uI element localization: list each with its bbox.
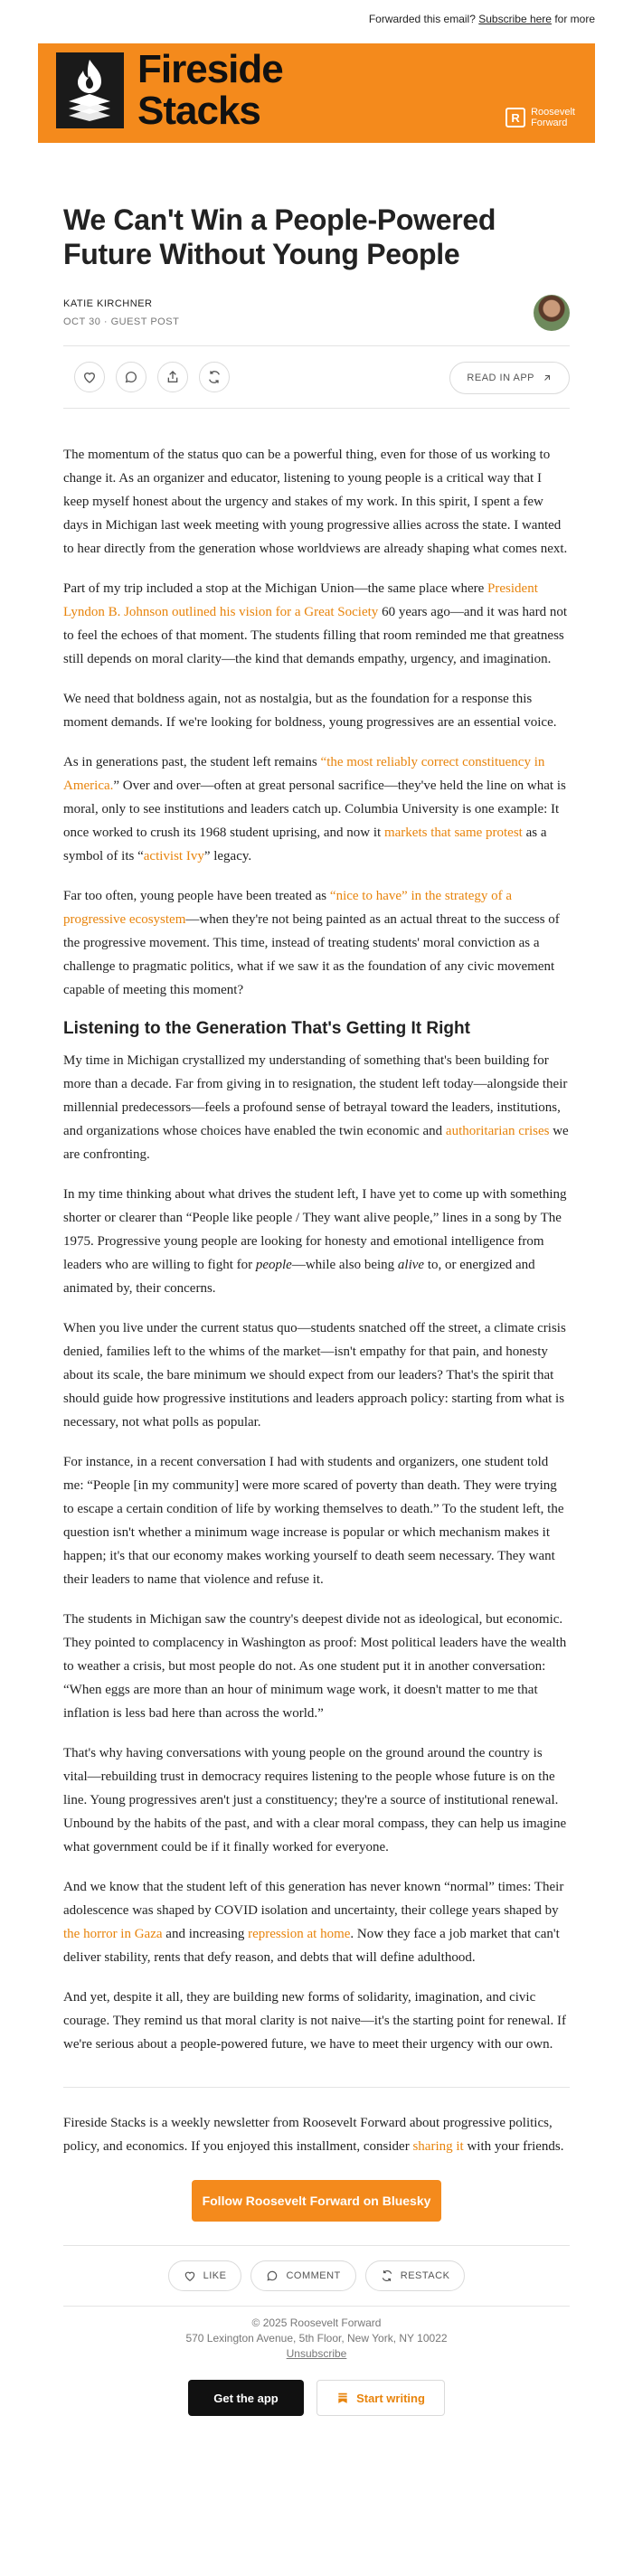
post-actions-bar <box>63 345 570 409</box>
footer-actions-bar <box>63 2245 570 2307</box>
restack-icon <box>381 2269 393 2282</box>
restack-button[interactable] <box>199 362 230 392</box>
forward-notice <box>0 0 633 36</box>
paragraph: For instance, in a recent conversation I had with students and organizers, one student told me: “People [in my community] were more scared of poverty than death. They were trying to escape a certain condition of life by working themselves to death.” To the student left, the question isn't whether a minimum wage increase is popular or which mechanism makes it happen; it's that our economy makes working yourself to death seem necessary. They want their leaders to name that violence and refuse it. <box>63 1455 564 1587</box>
paragraph: As in generations past, the student left remains “the most reliably correct constituency in America.” Over and over—often at great personal sacrifice—they've held the line on what is moral, only to see institutions and leaders catch up. Columbia University is one example: It once worked to crush its 1968 student uprising, and now it markets that same protest as a symbol of its “activist Ivy” legacy. <box>63 755 566 863</box>
paragraph: My time in Michigan crystallized my understanding of something that's been building for more than a decade. Far from giving in to resignation, the student left today—alongside their millennial predecessors—feels a profound sense of betrayal toward the leaders, institutions, and organizations whose choices have enabled the twin economic and authoritarian crises we are confronting. <box>63 1053 569 1162</box>
comment-label: COMMENT <box>286 2270 341 2281</box>
like-label: LIKE <box>203 2270 227 2281</box>
rf-wordmark <box>531 107 575 128</box>
heart-icon <box>184 2269 196 2282</box>
rf-line-1: Roosevelt <box>531 107 575 118</box>
divider <box>63 2087 570 2088</box>
markets-protest-link[interactable]: markets that same protest <box>383 826 523 840</box>
brand-line-1: Fireside <box>137 47 283 91</box>
copyright: © 2025 Roosevelt Forward <box>251 2317 382 2329</box>
paragraph: In my time thinking about what drives the student left, I have yet to come up with something shorter or clearer than “People like people / They want alive people,” lines in a song by The 1975. Progressive young people are looking for honesty and emotional intelligence from leaders who are willing to fight for people—while also being alive to, or energized and animated by, their concerns. <box>63 1187 567 1296</box>
section-heading: Listening to the Generation That's Getting It Right <box>63 1019 470 1038</box>
start-writing-label: Start writing <box>356 2391 425 2405</box>
great-society-link[interactable]: President Lyndon B. Johnson outlined his vision for a Great Society <box>63 581 538 619</box>
fireside-logo-icon <box>56 52 124 128</box>
roosevelt-forward-logo <box>505 107 575 128</box>
comment-button[interactable] <box>116 362 146 392</box>
comment-icon <box>266 2269 279 2282</box>
share-icon <box>165 370 180 384</box>
legal-footer <box>63 2316 570 2362</box>
rf-line-2: Forward <box>531 118 568 128</box>
repression-link[interactable]: repression at home <box>248 1927 351 1941</box>
newsletter-note: Fireside Stacks is a weekly newsletter from Roosevelt Forward about progressive politics, policy, and economics. If you enjoyed this installment, consider sharing it with your friends. <box>63 2116 564 2154</box>
restack-label: RESTACK <box>400 2270 450 2281</box>
nice-to-have-link[interactable]: “nice to have” in the strategy of a progressive ecosystem <box>63 889 513 927</box>
share-button[interactable] <box>157 362 188 392</box>
brand-name <box>137 49 283 132</box>
read-in-app-label: READ IN APP <box>467 373 534 383</box>
like-pill-button[interactable] <box>168 2260 242 2291</box>
post-meta <box>63 291 570 335</box>
restack-icon <box>207 370 222 384</box>
get-the-app-button[interactable]: Get the app <box>188 2380 304 2416</box>
paragraph: That's why having conversations with young people on the ground around the country is vital—rebuilding trust in democracy requires listening to the people whose future is on the line. Young progressives aren't just a constituency; they're a source of institutional renewal. Unbound by the habits of the past, and with a clear moral compass, they can help us imagine what government could be if it finally worked for everyone. <box>63 1746 567 1854</box>
arrow-up-right-icon <box>542 373 553 383</box>
start-writing-button[interactable] <box>316 2380 445 2416</box>
paragraph: When you live under the current status quo—students snatched off the street, a climate crisis denied, families left to the whims of the market—isn't empathy for that pain, and honesty about its scale, the bare minimum we should expect from our leaders? That's the spirit that should guide how progressive institutions and leaders approach policy: starting from what is necessary, not what polls as popular. <box>63 1321 566 1430</box>
post-body <box>63 443 570 2056</box>
author-name[interactable]: KATIE KIRCHNER <box>63 298 153 309</box>
comment-pill-button[interactable] <box>250 2260 355 2291</box>
paragraph: The students in Michigan saw the country's deepest divide not as ideological, but economic. They pointed to complacency in Washington as proof: Most political leaders have the wealth to weather a crisis, but most people do not. As one student put it in another conversation: “When eggs are more than an hour of minimum wage work, it doesn't matter to me that inflation is less bad here than across the world.” <box>63 1612 567 1721</box>
post-date: OCT 30 · GUEST POST <box>63 316 180 327</box>
comment-icon <box>124 370 138 384</box>
read-in-app-button[interactable] <box>449 362 570 394</box>
paragraph: The momentum of the status quo can be a powerful thing, even for those of us working to change it. As an organizer and educator, listening to young people is a critical way that I keep myself honest about the urgency and stakes of my work. In this spirit, I spent a few days in Michigan last week meeting with young progressive allies across the state. I wanted to hear directly from the generation whose worldviews are already shaping what comes next. <box>63 448 568 556</box>
forward-suffix: for more <box>554 13 595 25</box>
app-cta-row <box>63 2380 570 2443</box>
rf-mark-icon: R <box>505 108 525 127</box>
gaza-link[interactable]: the horror in Gaza <box>63 1927 163 1941</box>
brand-line-2: Stacks <box>137 89 260 133</box>
correct-constituency-link[interactable]: “the most reliably correct constituency in America. <box>63 755 545 793</box>
newsletter-banner <box>38 43 595 143</box>
address: 570 Lexington Avenue, 5th Floor, New York, NY 10022 <box>185 2332 448 2345</box>
paragraph: We need that boldness again, not as nostalgia, but as the foundation for a response this moment demands. If we're looking for boldness, young progressives are an essential voice. <box>63 692 557 730</box>
activist-ivy-link[interactable]: activist Ivy <box>143 849 204 863</box>
substack-icon <box>336 2392 349 2404</box>
unsubscribe-link[interactable]: Unsubscribe <box>286 2347 347 2360</box>
subscribe-link[interactable]: Subscribe here <box>478 13 552 25</box>
forward-prefix: Forwarded this email? <box>368 13 476 25</box>
follow-bluesky-button[interactable]: Follow Roosevelt Forward on Bluesky <box>192 2180 441 2222</box>
post-title: We Can't Win a People-Powered Future Without Young People <box>63 203 496 270</box>
restack-pill-button[interactable] <box>365 2260 466 2291</box>
like-button[interactable] <box>74 362 105 392</box>
paragraph: Far too often, young people have been treated as “nice to have” in the strategy of a progressive ecosystem—when they're not being painted as an actual threat to the success of the progressive movement. This time, instead of treating students' moral conviction as a challenge to pragmatic politics, what if we saw it as the foundation of any civic movement capable of meeting this moment? <box>63 889 560 997</box>
paragraph: Part of my trip included a stop at the Michigan Union—the same place where President Lyndon B. Johnson outlined his vision for a Great Society 60 years ago—and it was hard not to feel the echoes of that moment. The students filling that room reminded me that greatness still depends on moral clarity—the kind that demands empathy, urgency, and imagination. <box>63 581 568 666</box>
authoritarian-crises-link[interactable]: authoritarian crises <box>445 1124 550 1138</box>
sharing-link[interactable]: sharing it <box>412 2139 464 2154</box>
paragraph: And yet, despite it all, they are building new forms of solidarity, imagination, and civic courage. They remind us that moral clarity is not naive—it's the starting point for renewal. If we're serious about a people-powered future, we have to meet their urgency with our own. <box>63 1990 567 2052</box>
post-container <box>63 203 570 2443</box>
heart-icon <box>82 370 97 384</box>
author-avatar[interactable] <box>534 295 570 331</box>
paragraph: And we know that the student left of this generation has never known “normal” times: Their adolescence was shaped by COVID isolation and uncertainty, their college years shaped by the horror in Gaza and increasing repression at home. Now they face a job market that can't deliver stability, rents that defy reason, and debts that will define adulthood. <box>63 1880 564 1965</box>
